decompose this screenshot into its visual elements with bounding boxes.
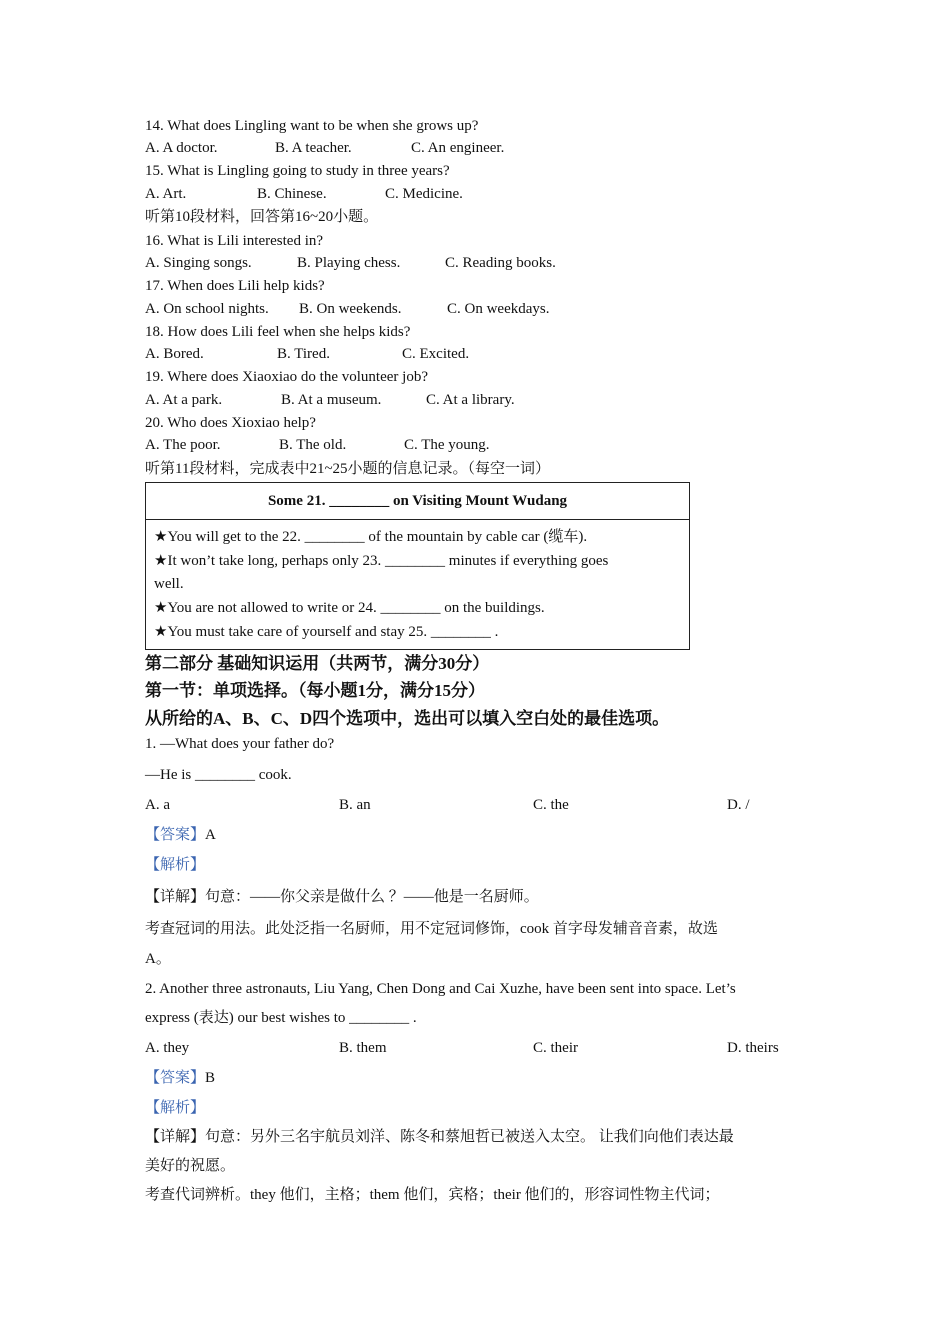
table-row-23: ★It won’t take long, perhaps only 23. ________ minutes if everything goes <box>154 553 609 569</box>
section1-heading: 第一节：单项选择。（每小题1分，满分15分） <box>145 681 485 700</box>
mc2-option-a: A. they <box>145 1040 190 1056</box>
detail-text: 句意：——你父亲是做什么 ？——他是一名厨师。 <box>205 889 539 905</box>
section10-instruction: 听第10段材料，回答第16~20小题。 <box>145 209 379 225</box>
mc1-option-a: A. a <box>145 797 170 813</box>
q17-option-c: C. On weekdays. <box>447 301 550 317</box>
info-table <box>145 482 690 650</box>
section11-instruction: 听第11段材料，完成表中21~25小题的信息记录。（每空一词） <box>145 461 551 477</box>
mc1-explain-2: A。 <box>145 951 171 967</box>
mc2-option-d: D. theirs <box>727 1040 779 1056</box>
q16-option-c: C. Reading books. <box>445 255 556 271</box>
mc1-detail <box>145 887 539 907</box>
answer-value: B <box>205 1070 216 1086</box>
mc2-stem-2: express (表达) our best wishes to ________ . <box>145 1010 417 1026</box>
q20-option-c: C. The young. <box>404 437 490 453</box>
mc1-analysis-tag: 【解析】 <box>145 857 206 873</box>
table-row-25: ★You must take care of yourself and stay 25. ________ . <box>154 624 499 640</box>
q16-option-b: B. Playing chess. <box>297 255 401 271</box>
q19-stem: 19. Where does Xiaoxiao do the volunteer job? <box>145 369 428 385</box>
mc2-stem: 2. Another three astronauts, Liu Yang, Chen Dong and Cai Xuzhe, have been sent into space. Let’s <box>145 981 736 997</box>
q18-option-a: A. Bored. <box>145 346 204 362</box>
mc2-explain: 考查代词辨析。they 他们，主格；them 他们，宾格；their 他们的，形容词性物主代词； <box>145 1187 720 1203</box>
mc1-option-c: C. the <box>533 797 569 813</box>
q14-option-a: A. A doctor. <box>145 140 218 156</box>
q17-stem: 17. When does Lili help kids? <box>145 278 325 294</box>
q15-stem: 15. What is Lingling going to study in three years? <box>145 163 450 179</box>
table-header: Some 21. ________ on Visiting Mount Wudang <box>146 483 689 520</box>
mc1-stem: 1. —What does your father do? <box>145 736 335 752</box>
mc1-explain: 考查冠词的用法。此处泛指一名厨师，用不定冠词修饰，cook 首字母发辅音音素，故选 <box>145 921 718 937</box>
table-row-24: ★You are not allowed to write or 24. ________ on the buildings. <box>154 600 545 616</box>
mc2-answer <box>145 1068 215 1088</box>
answer-tag: 【答案】 <box>145 827 206 843</box>
answer-value: A <box>205 827 216 843</box>
detail-text: 句意：另外三名宇航员刘洋、陈冬和蔡旭哲已被送入太空。 让我们向他们表达最 <box>205 1129 734 1145</box>
q15-option-a: A. Art. <box>145 186 187 202</box>
q17-option-a: A. On school nights. <box>145 301 269 317</box>
q17-option-b: B. On weekends. <box>299 301 402 317</box>
q18-stem: 18. How does Lili feel when she helps kids? <box>145 324 411 340</box>
q18-option-b: B. Tired. <box>277 346 330 362</box>
q14-option-c: C. An engineer. <box>411 140 505 156</box>
mc1-answer <box>145 825 216 845</box>
mc1-stem-2: —He is ________ cook. <box>145 767 292 783</box>
q19-option-a: A. At a park. <box>145 392 223 408</box>
table-row-23-cont: well. <box>154 576 184 592</box>
q19-option-b: B. At a museum. <box>281 392 382 408</box>
q19-option-c: C. At a library. <box>426 392 515 408</box>
q15-option-b: B. Chinese. <box>257 186 327 202</box>
detail-tag: 【详解】 <box>145 889 206 905</box>
q16-option-a: A. Singing songs. <box>145 255 252 271</box>
mc2-detail-2: 美好的祝愿。 <box>145 1158 236 1174</box>
q16-stem: 16. What is Lili interested in? <box>145 233 324 249</box>
mc1-option-d: D. / <box>727 797 750 813</box>
detail-tag: 【详解】 <box>145 1129 206 1145</box>
q20-stem: 20. Who does Xioxiao help? <box>145 415 316 431</box>
mc-instruction: 从所给的A、B、C、D四个选项中，选出可以填入空白处的最佳选项。 <box>145 709 670 728</box>
q18-option-c: C. Excited. <box>402 346 470 362</box>
mc1-option-b: B. an <box>339 797 371 813</box>
q20-option-a: A. The poor. <box>145 437 221 453</box>
table-row-22: ★You will get to the 22. ________ of the mountain by cable car (缆车). <box>154 529 588 545</box>
mc2-detail <box>145 1127 734 1147</box>
q15-option-c: C. Medicine. <box>385 186 463 202</box>
q14-stem: 14. What does Lingling want to be when she grows up? <box>145 118 479 134</box>
mc2-option-c: C. their <box>533 1040 578 1056</box>
answer-tag: 【答案】 <box>145 1070 206 1086</box>
part2-heading: 第二部分 基础知识运用（共两节，满分30分） <box>145 654 490 673</box>
q20-option-b: B. The old. <box>279 437 347 453</box>
mc2-option-b: B. them <box>339 1040 387 1056</box>
mc2-analysis-tag: 【解析】 <box>145 1100 206 1116</box>
q14-option-b: B. A teacher. <box>275 140 352 156</box>
